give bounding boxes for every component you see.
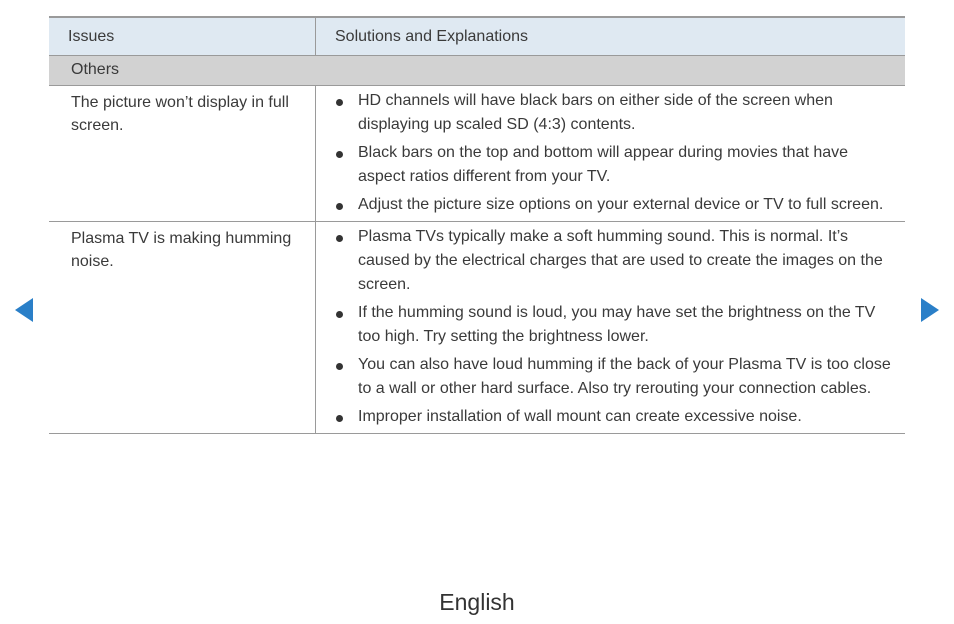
solution-text: HD channels will have black bars on either side of the screen when displaying up scaled SD (4:3) contents. <box>358 92 833 133</box>
solution-text: You can also have loud humming if the back of your Plasma TV is too close to a wall or other hard surface. Also try rerouting your connection cables. <box>358 356 891 397</box>
bullet-icon <box>336 99 343 106</box>
header-solutions: Solutions and Explanations <box>335 28 529 45</box>
solution-item <box>316 141 893 189</box>
bullet-icon <box>336 151 343 158</box>
solution-text: Improper installation of wall mount can create excessive noise. <box>358 408 802 425</box>
solution-text: Adjust the picture size options on your external device or TV to full screen. <box>358 196 884 213</box>
bullet-icon <box>336 415 343 422</box>
solution-item <box>316 353 893 401</box>
bullet-icon <box>336 235 343 242</box>
table-row <box>49 86 905 222</box>
solution-item <box>316 89 893 137</box>
bullet-icon <box>336 311 343 318</box>
footer-language: English <box>439 589 515 615</box>
issue-cell: The picture won’t display in full screen. <box>49 86 316 221</box>
solution-item <box>316 225 893 297</box>
table-row <box>49 222 905 434</box>
solution-item <box>316 405 893 429</box>
bullet-icon <box>336 363 343 370</box>
section-others: Others <box>49 56 905 86</box>
solution-text: If the humming sound is loud, you may have set the brightness on the TV too high. Try setting the brightness lower. <box>358 304 876 345</box>
solution-text: Plasma TVs typically make a soft humming sound. This is normal. It’s caused by the electrical charges that are used to create the images on the screen. <box>358 228 883 293</box>
next-page-triangle-right-icon[interactable] <box>921 298 939 322</box>
solutions-list <box>316 89 893 217</box>
header-issues: Issues <box>49 18 316 55</box>
solutions-cell <box>316 222 905 433</box>
bullet-icon <box>336 203 343 210</box>
solution-item <box>316 301 893 349</box>
solution-item <box>316 193 893 217</box>
solution-text: Black bars on the top and bottom will appear during movies that have aspect ratios different from your TV. <box>358 144 849 185</box>
troubleshooting-table <box>49 16 905 434</box>
previous-page-triangle-left-icon[interactable] <box>15 298 33 322</box>
solutions-cell <box>316 86 905 221</box>
table-header <box>49 18 905 56</box>
solutions-list <box>316 225 893 429</box>
issue-cell: Plasma TV is making humming noise. <box>49 222 316 433</box>
